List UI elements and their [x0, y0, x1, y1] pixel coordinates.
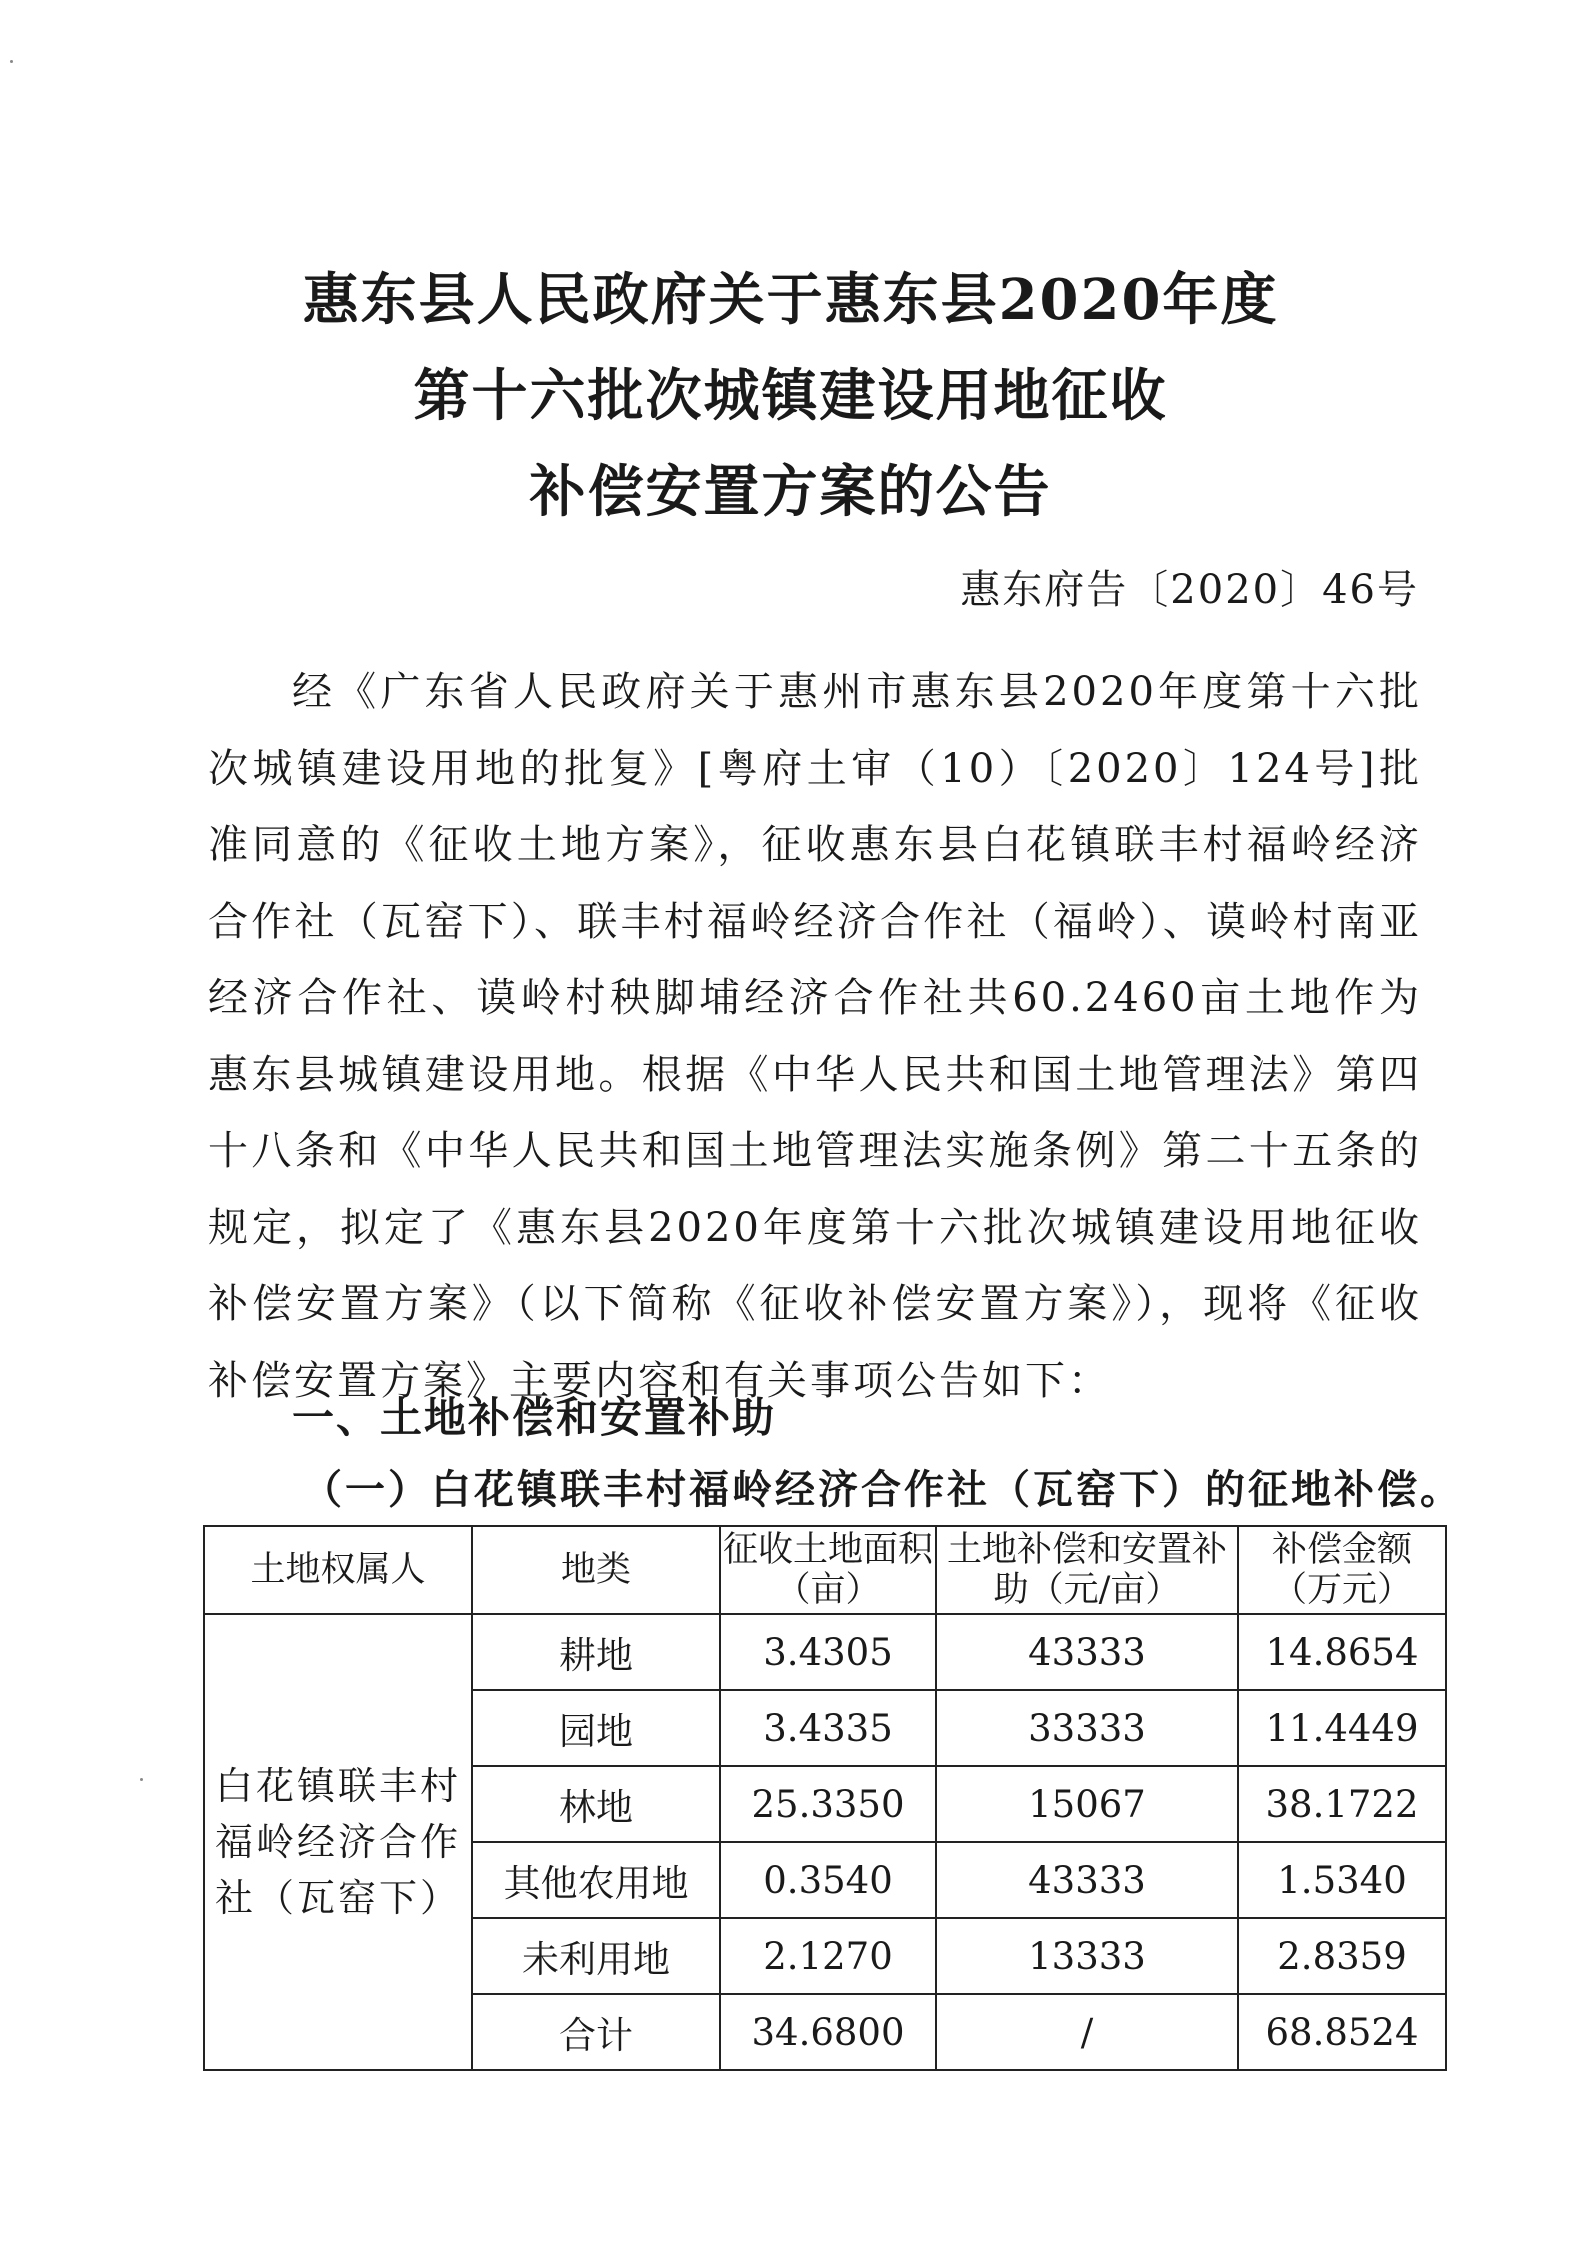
land-type-cell: 未利用地: [472, 1918, 720, 1994]
rate-cell: /: [936, 1994, 1238, 2070]
header-amount: 补偿金额（万元）: [1238, 1526, 1446, 1614]
table-row: [204, 1614, 1446, 1690]
rate-cell: 15067: [936, 1766, 1238, 1842]
scan-speck: [140, 1778, 143, 1781]
header-land-type: 地类: [472, 1526, 720, 1614]
area-cell: 34.6800: [720, 1994, 936, 2070]
rate-cell: 13333: [936, 1918, 1238, 1994]
section-heading: 一、土地补偿和安置补助: [292, 1393, 777, 1442]
subsection-heading: （一）白花镇联丰村福岭经济合作社（瓦窑下）的征地补偿。: [302, 1467, 1463, 1513]
header-owner: 土地权属人: [204, 1526, 472, 1614]
amount-cell: 68.8524: [1238, 1994, 1446, 2070]
rate-cell: 43333: [936, 1842, 1238, 1918]
body-paragraph: 经《广东省人民政府关于惠州市惠东县2020年度第十六批次城镇建设用地的批复》[粤府土审（10）〔2020〕124号]批准同意的《征收土地方案》，征收惠东县白花镇联丰村福岭经济合作社（瓦窑下）、联丰村福岭经济合作社（福岭）、谟岭村南亚经济合作社、谟岭村秧脚埔经济合作社共60.2460亩土地作为惠东县城镇建设用地。根据《中华人民共和国土地管理法》第四十八条和《中华人民共和国土地管理法实施条例》第二十五条的规定，拟定了《惠东县2020年度第十六批次城镇建设用地征收补偿安置方案》（以下简称《征收补偿安置方案》），现将《征收补偿安置方案》主要内容和有关事项公告如下：: [208, 669, 1422, 1404]
land-type-cell: 其他农用地: [472, 1842, 720, 1918]
header-area: 征收土地面积（亩）: [720, 1526, 936, 1614]
rate-cell: 43333: [936, 1614, 1238, 1690]
title-line-1: 惠东县人民政府关于惠东县2020年度: [302, 267, 1279, 333]
land-type-cell: 园地: [472, 1690, 720, 1766]
title-line-2: 第十六批次城镇建设用地征收: [413, 363, 1168, 429]
owner-cell: 白花镇联丰村福岭经济合作社（瓦窑下）: [204, 1614, 472, 2070]
compensation-table: [203, 1525, 1447, 2071]
rate-cell: 33333: [936, 1690, 1238, 1766]
amount-cell: 1.5340: [1238, 1842, 1446, 1918]
area-cell: 3.4305: [720, 1614, 936, 1690]
area-cell: 25.3350: [720, 1766, 936, 1842]
amount-cell: 14.8654: [1238, 1614, 1446, 1690]
area-cell: 3.4335: [720, 1690, 936, 1766]
area-cell: 0.3540: [720, 1842, 936, 1918]
land-type-cell: 合计: [472, 1994, 720, 2070]
land-type-cell: 林地: [472, 1766, 720, 1842]
table-header-row: [204, 1526, 1446, 1614]
title-line-3: 补偿安置方案的公告: [529, 459, 1052, 525]
scan-speck: [10, 60, 13, 63]
amount-cell: 38.1722: [1238, 1766, 1446, 1842]
document-number: 惠东府告〔2020〕46号: [960, 567, 1419, 613]
header-rate: 土地补偿和安置补助（元/亩）: [936, 1526, 1238, 1614]
land-type-cell: 耕地: [472, 1614, 720, 1690]
amount-cell: 2.8359: [1238, 1918, 1446, 1994]
amount-cell: 11.4449: [1238, 1690, 1446, 1766]
area-cell: 2.1270: [720, 1918, 936, 1994]
